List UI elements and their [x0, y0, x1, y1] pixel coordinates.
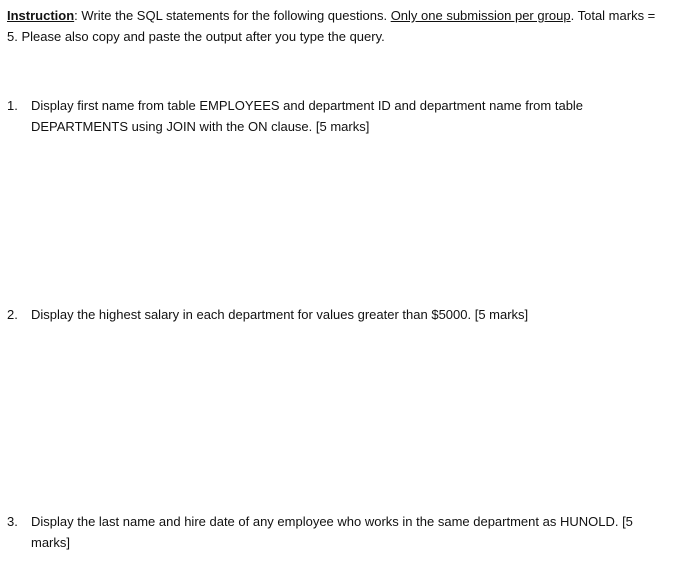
- question-2-text: Display the highest salary in each department for values greater than $5000. [5 marks]: [31, 307, 529, 322]
- submission-rule: Only one submission per group: [390, 8, 571, 23]
- question-3-text: Display the last name and hire date of any employee who works in the same department as HUNOLD. [5 marks]: [31, 514, 633, 550]
- question-1: [7, 95, 647, 137]
- instruction-paragraph: [7, 5, 662, 47]
- instruction-text-after: . Total marks = 5. Please also copy and paste the output after you type the query.: [7, 8, 656, 44]
- instruction-label: Instruction: [7, 8, 75, 23]
- question-1-number: 1.: [7, 98, 18, 113]
- question-3: [7, 511, 647, 553]
- instruction-colon: :: [74, 8, 78, 23]
- question-2-number: 2.: [7, 307, 18, 322]
- instruction-text-before: Write the SQL statements for the following questions.: [77, 8, 391, 23]
- question-2: [7, 304, 647, 325]
- question-1-text: Display first name from table EMPLOYEES and department ID and department name from table DEPARTMENTS using JOIN with the ON clause. [5 marks]: [31, 98, 584, 134]
- question-3-number: 3.: [7, 514, 18, 529]
